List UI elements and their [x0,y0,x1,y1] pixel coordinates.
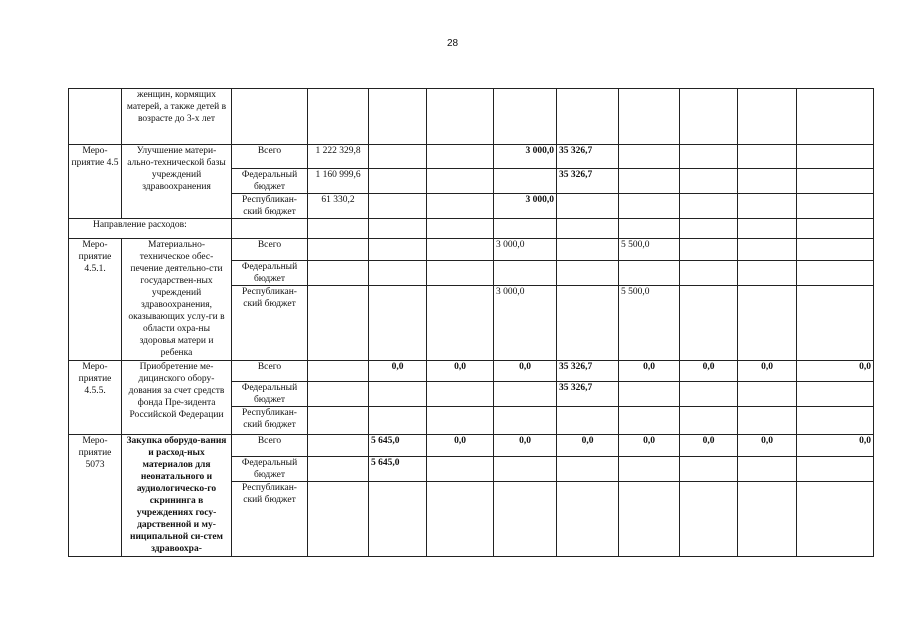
value-cell [738,194,797,219]
cell [369,89,427,145]
value-cell: 0,0 [619,435,680,457]
value-cell [494,169,557,194]
value-cell [797,194,874,219]
value-cell [427,482,494,557]
value-cell [427,261,494,286]
value-cell [680,145,738,169]
value-cell: 5 645,0 [369,435,427,457]
value-cell [738,382,797,407]
value-cell [308,382,369,407]
value-cell [557,482,619,557]
value-cell: 0,0 [738,435,797,457]
source-label: Федеральный бюджет [232,457,308,482]
value-cell: 0,0 [369,361,427,382]
measure-code: Меро-приятие 4.5.1. [69,239,122,361]
value-cell [680,457,738,482]
cell [619,89,680,145]
page-number: 28 [446,38,459,49]
value-cell: 1 222 329,8 [308,145,369,169]
value-cell [557,261,619,286]
value-cell [680,482,738,557]
cell [797,219,874,239]
measure-code: Меро-приятие 5073 [69,435,122,557]
table-row [69,89,874,145]
value-cell [494,261,557,286]
cell [680,89,738,145]
value-cell [557,457,619,482]
value-cell [797,457,874,482]
table-row [69,361,874,382]
value-cell [308,261,369,286]
value-cell [557,286,619,361]
value-cell: 1 160 999,6 [308,169,369,194]
value-cell [369,194,427,219]
value-cell [738,169,797,194]
cell [369,219,427,239]
value-cell: 3 000,0 [494,145,557,169]
value-cell [738,407,797,435]
source-label: Федеральный бюджет [232,382,308,407]
value-cell [797,261,874,286]
budget-table [68,88,874,557]
measure-code: Меро-приятие 4.5 [69,145,122,219]
value-cell [427,239,494,261]
value-cell: 3 000,0 [494,239,557,261]
value-cell [308,239,369,261]
value-cell [797,169,874,194]
value-cell [680,261,738,286]
source-label: Всего [232,361,308,382]
value-cell [494,457,557,482]
value-cell: 0,0 [557,435,619,457]
value-cell: 35 326,7 [557,361,619,382]
value-cell [738,239,797,261]
value-cell [557,239,619,261]
value-cell [797,286,874,361]
value-cell [308,457,369,482]
value-cell [619,457,680,482]
value-cell [494,407,557,435]
value-cell [369,382,427,407]
source-label: Всего [232,435,308,457]
value-cell: 0,0 [494,435,557,457]
source-label: Республикан-ский бюджет [232,286,308,361]
source-label: Республикан-ский бюджет [232,194,308,219]
value-cell [427,145,494,169]
value-cell [797,239,874,261]
value-cell [557,194,619,219]
value-cell [427,169,494,194]
value-cell: 35 326,7 [557,145,619,169]
value-cell [680,382,738,407]
value-cell [308,286,369,361]
value-cell [427,407,494,435]
value-cell [619,169,680,194]
table-row [69,435,874,457]
table-row [69,219,874,239]
measure-name: Приобретение ме-дицинского обору-дования за счет средств фонда Пре-зидента Российской Федерации [122,361,232,435]
measure-name-continuation: женщин, кормящих матерей, а также детей в возрасте до 3-х лет [122,89,232,145]
value-cell: 3 000,0 [494,286,557,361]
source-label: Всего [232,145,308,169]
value-cell: 0,0 [797,435,874,457]
measure-code: Меро-приятие 4.5.5. [69,361,122,435]
value-cell: 0,0 [427,361,494,382]
table-row [69,239,874,261]
cell [427,89,494,145]
value-cell [494,482,557,557]
measure-name: Закупка оборудо-вания и расход-ных материалов для неонатального и аудиологическо-го скрининга в учреждениях госу-дарственной и му-ниципальной си-стем здравоохра- [122,435,232,557]
value-cell: 35 326,7 [557,382,619,407]
cell [232,89,308,145]
value-cell [369,145,427,169]
value-cell: 35 326,7 [557,169,619,194]
cell [69,89,122,145]
value-cell: 0,0 [427,435,494,457]
value-cell: 61 330,2 [308,194,369,219]
value-cell [619,482,680,557]
value-cell: 0,0 [797,361,874,382]
value-cell [619,194,680,219]
cell [680,219,738,239]
source-label: Всего [232,239,308,261]
value-cell [369,407,427,435]
value-cell [680,169,738,194]
measure-name: Материально-техническое обес-печение деятельно-сти государствен-ных учреждений здравоохранения, оказывающих услу-ги в области охра-ны здоровья матери и ребенка [122,239,232,361]
cell [557,219,619,239]
cell [557,89,619,145]
value-cell [427,457,494,482]
direction-label: Направление расходов: [69,219,232,239]
value-cell: 0,0 [680,361,738,382]
cell [619,219,680,239]
value-cell [738,145,797,169]
value-cell [797,407,874,435]
value-cell [797,382,874,407]
value-cell [680,194,738,219]
value-cell [680,286,738,361]
value-cell: 5 645,0 [369,457,427,482]
value-cell [427,286,494,361]
source-label: Федеральный бюджет [232,169,308,194]
cell [308,89,369,145]
value-cell [680,239,738,261]
value-cell [369,239,427,261]
value-cell [738,261,797,286]
value-cell [369,169,427,194]
cell [308,219,369,239]
source-label: Федеральный бюджет [232,261,308,286]
value-cell [369,286,427,361]
cell [232,219,308,239]
value-cell [557,407,619,435]
value-cell [427,382,494,407]
value-cell: 5 500,0 [619,286,680,361]
value-cell: 0,0 [494,361,557,382]
value-cell [797,482,874,557]
cell [738,89,797,145]
value-cell [738,286,797,361]
value-cell: 3 000,0 [494,194,557,219]
value-cell [494,382,557,407]
value-cell: 0,0 [738,361,797,382]
value-cell [797,145,874,169]
value-cell [680,407,738,435]
cell [494,89,557,145]
value-cell [738,457,797,482]
table-row [69,145,874,169]
value-cell: 5 500,0 [619,239,680,261]
value-cell [308,361,369,382]
value-cell [619,407,680,435]
source-label: Республикан-ский бюджет [232,482,308,557]
value-cell [427,194,494,219]
value-cell: 0,0 [680,435,738,457]
cell [494,219,557,239]
value-cell [308,435,369,457]
cell [797,89,874,145]
value-cell [619,382,680,407]
source-label: Республикан-ский бюджет [232,407,308,435]
cell [427,219,494,239]
value-cell [369,482,427,557]
value-cell [619,145,680,169]
value-cell: 0,0 [619,361,680,382]
value-cell [308,482,369,557]
measure-name: Улучшение матери-ально-технической базы учреждений здравоохранения [122,145,232,219]
value-cell [619,261,680,286]
cell [738,219,797,239]
value-cell [738,482,797,557]
value-cell [369,261,427,286]
value-cell [308,407,369,435]
